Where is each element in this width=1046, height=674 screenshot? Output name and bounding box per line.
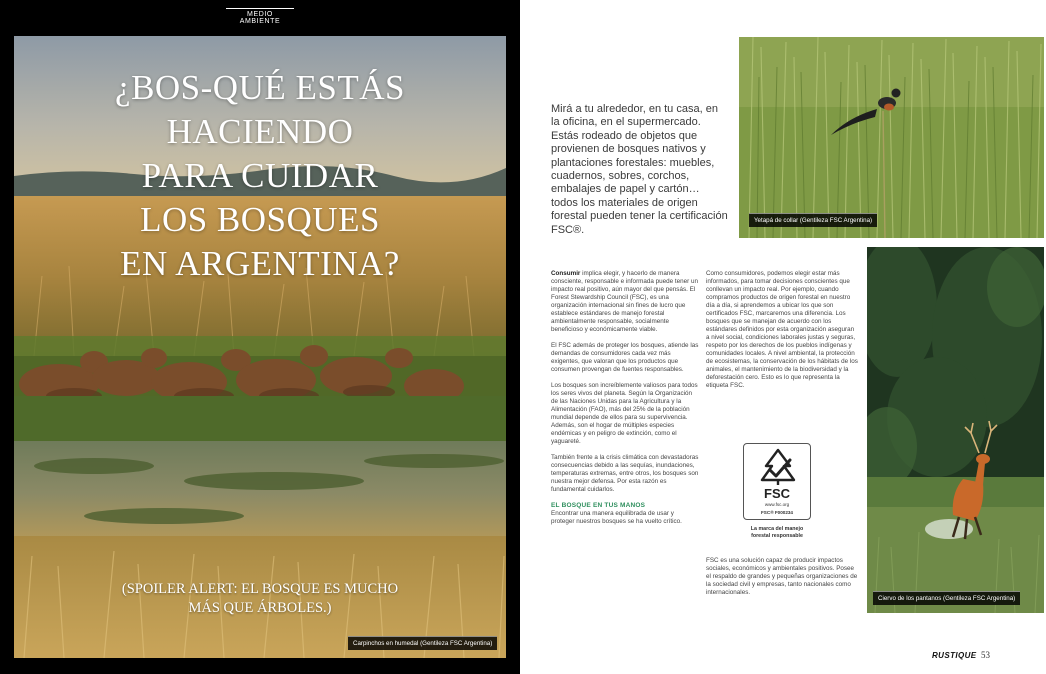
headline-line-2: HACIENDO: [166, 112, 354, 151]
body-column-1: [551, 270, 699, 534]
spoiler-line-2: MÁS QUE ÁRBOLES.): [188, 600, 332, 616]
magazine-brand: RUSTIQUE: [932, 651, 977, 660]
section-label: MEDIO AMBIENTE: [226, 8, 294, 25]
col1-paragraph-5: Encontrar una manera equilibrada de usar y proteger nuestros bosques se ha vuelto crítico.: [551, 510, 682, 525]
hero-photo-capybaras: [14, 36, 506, 658]
col1-paragraph-4: También frente a la crisis climática con devastadoras consecuencias debido a las sequías, inundaciones, temperaturas extremas, entre otros, los bosques son nuestra mejor defensa. Por esta razón es fundamental cuidarlos.: [551, 454, 699, 493]
fsc-tree-check-icon: [744, 444, 812, 488]
fsc-logo: [743, 443, 811, 520]
fsc-logo-caption: La marca del manejo forestal responsable: [750, 526, 804, 539]
col1-paragraph-1-text: implica elegir, y hacerlo de manera consciente, responsable e informada puede tener un impacto real positivo, aún mayor del que pensás. El Forest Stewardship Council (FSC), es una organización internacional sin fines de lucro que establece estándares de manejo forestal ambientalmente responsable, socialmente beneficioso y económicamente viable.: [551, 270, 699, 333]
fsc-logo-text: FSC: [764, 486, 790, 501]
deer-photo-illustration: [867, 247, 1044, 613]
headline-line-5: EN ARGENTINA?: [120, 244, 400, 283]
page-number: 53: [981, 650, 990, 660]
col1-lead-word: Consumir: [551, 270, 581, 277]
body-column-2: [706, 270, 858, 398]
fsc-logo-url: www.fsc.org: [764, 502, 790, 507]
left-page: [0, 0, 520, 674]
deer-photo: [867, 247, 1044, 613]
bird-photo-caption: Yetapá de collar (Gentileza FSC Argentina): [749, 213, 877, 227]
col2-paragraph-1: Como consumidores, podemos elegir estar más informados, para tomar decisiones conscientes que conllevan un impacto real. Por ejemplo, cuando compramos productos de origen forestal en nuestro día a día, si aprendemos a ubicar los que son certificados FSC, marcaremos una diferencia. Los bosques que se manejan de acuerdo con los estándares definidos por esta organización aseguran a nivel social, condiciones laborales justas y seguras, respeto por los derechos de los pueblos indígenas y comunidades locales. A nivel ambiental, la protección de ecosistemas, la conservación de los hábitats de los animales, el mantenimiento de la biodiversidad y la deforestación cero. Esto es lo que representa la etiqueta FSC.: [706, 270, 858, 389]
subheading-bosque-en-tus-manos: EL BOSQUE EN TUS MANOS: [551, 502, 646, 509]
headline-line-4: LOS BOSQUES: [140, 200, 380, 239]
intro-paragraph: Mirá a tu alrededor, en tu casa, en la oficina, en el supermercado. Estás rodeado de objetos que provienen de bosques nativos y plantaciones forestales: muebles, cuadernos, sobres, corchos, embalajes de papel y cartón… todos los materiales de origen forestal pueden tener la certificación FSC®.: [551, 103, 728, 236]
article-headline: [14, 66, 506, 286]
col1-section: [551, 502, 699, 526]
bird-photo-illustration: [739, 37, 1044, 238]
headline-line-3: PARA CUIDAR: [141, 156, 379, 195]
spoiler-line-1: (SPOILER ALERT: EL BOSQUE ES MUCHO: [121, 581, 399, 597]
headline-line-1: ¿BOS-QUÉ ESTÁS: [115, 68, 405, 107]
hero-photo-caption: Carpinchos en humedal (Gentileza FSC Argentina): [348, 636, 497, 650]
bird-photo: [739, 37, 1044, 238]
fsc-logo-code: FSC® F000234: [761, 510, 793, 515]
col1-paragraph-3: Los bosques son increíblemente valiosos para todos los seres vivos del planeta. Según la Organización de las Naciones Unidas para la Agricultura y la Alimentación (FAO), más del 25% de la población mundial depende de ellos para su supervivencia. Además, son el hogar de múltiples especies endémicas y en peligro de extinción, como el yaguareté.: [551, 382, 698, 445]
col1-paragraph-1: [551, 270, 699, 334]
col1-paragraph-2: El FSC además de proteger los bosques, atiende las demandas de consumidores cada vez más exigentes, que valoran que los productos que consumen provengan de fuentes responsables.: [551, 342, 699, 373]
col2-paragraph-2: FSC es una solución capaz de producir impactos sociales, económicos y ambientales positivos. Posee el respaldo de grandes y pequeñas organizaciones de la sociedad civil y empresas, tanto nacionales como internacionales.: [706, 557, 858, 596]
spoiler-subtitle: [14, 580, 506, 618]
right-page: [520, 0, 1046, 674]
deer-photo-caption: Ciervo de los pantanos (Gentileza FSC Argentina): [873, 591, 1020, 605]
